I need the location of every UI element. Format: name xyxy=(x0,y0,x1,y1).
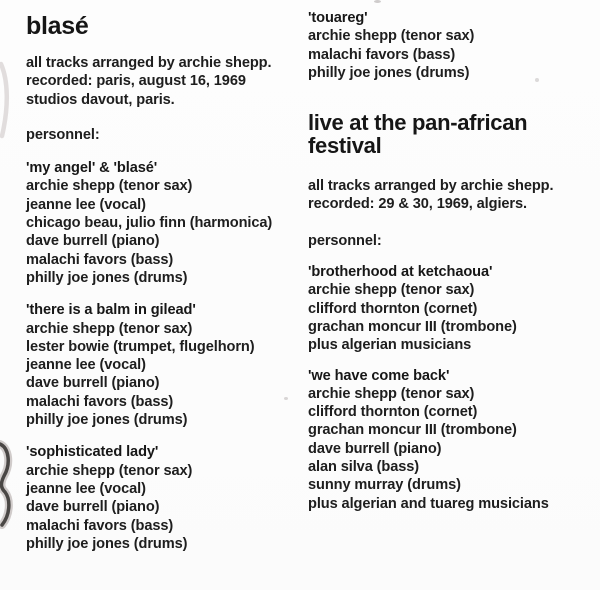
musician-line: alan silva (bass) xyxy=(308,459,420,476)
track-title: 'we have come back' xyxy=(308,367,450,384)
scan-artifact-edge-smudge xyxy=(0,58,13,143)
track-block-my-angel xyxy=(26,159,304,287)
track-title: 'there is a balm in gilead' xyxy=(26,302,196,319)
musician-line: clifford thornton (cornet) xyxy=(308,300,478,317)
track-block-balm-in-gilead xyxy=(26,301,304,429)
personnel-label: personnel: xyxy=(308,232,382,249)
credits-line: studios davout, paris. xyxy=(26,91,175,108)
musician-line: lester bowie (trumpet, flugelhorn) xyxy=(26,338,255,355)
musician-line: malachi favors (bass) xyxy=(308,46,456,63)
credits-line: recorded: 29 & 30, 1969, algiers. xyxy=(308,196,527,213)
musician-line: philly joe jones (drums) xyxy=(26,269,188,286)
album-title-line: live at the pan-african xyxy=(308,110,528,136)
musician-line: archie shepp (tenor sax) xyxy=(308,385,475,402)
musician-line: dave burrell (piano) xyxy=(308,440,442,457)
album-title-line: festival xyxy=(308,132,382,158)
right-column xyxy=(308,9,568,513)
track-title: 'touareg' xyxy=(308,10,368,26)
recording-credits xyxy=(308,177,568,214)
musician-line: plus algerian and tuareg musicians xyxy=(308,495,549,512)
musician-line: jeanne lee (vocal) xyxy=(26,196,146,213)
scan-artifact-edge-mark xyxy=(0,437,16,532)
track-block-we-have-come-back xyxy=(308,367,568,513)
musician-line: sunny murray (drums) xyxy=(308,477,461,494)
credits-line: all tracks arranged by archie shepp. xyxy=(308,178,554,195)
musician-line: jeanne lee (vocal) xyxy=(26,480,146,497)
track-block-sophisticated-lady xyxy=(26,443,304,553)
personnel-label: personnel: xyxy=(26,126,100,143)
musician-line: archie shepp (tenor sax) xyxy=(308,28,475,45)
track-block-touareg xyxy=(308,9,568,82)
musician-line: philly joe jones (drums) xyxy=(26,535,188,552)
musician-line: malachi favors (bass) xyxy=(26,393,174,410)
musician-line: grachan moncur III (trombone) xyxy=(308,318,517,335)
musician-line: jeanne lee (vocal) xyxy=(26,357,146,374)
musician-line: philly joe jones (drums) xyxy=(308,64,470,81)
musician-line: grachan moncur III (trombone) xyxy=(308,422,517,439)
track-title: 'sophisticated lady' xyxy=(26,444,159,461)
musician-line: philly joe jones (drums) xyxy=(26,412,188,429)
musician-line: dave burrell (piano) xyxy=(26,499,160,516)
recording-credits xyxy=(26,54,304,109)
credits-line: all tracks arranged by archie shepp. xyxy=(26,55,272,71)
musician-line: archie shepp (tenor sax) xyxy=(26,462,193,479)
musician-line: archie shepp (tenor sax) xyxy=(308,282,475,299)
album-title-pan-african-festival xyxy=(308,112,568,157)
musician-line: clifford thornton (cornet) xyxy=(308,404,478,421)
musician-line: dave burrell (piano) xyxy=(26,375,160,392)
track-title: 'my angel' & 'blasé' xyxy=(26,160,158,177)
musician-line: archie shepp (tenor sax) xyxy=(26,178,193,195)
scan-speck xyxy=(374,0,381,3)
musician-line: dave burrell (piano) xyxy=(26,233,160,250)
credits-line: recorded: paris, august 16, 1969 xyxy=(26,73,246,90)
musician-line: malachi favors (bass) xyxy=(26,517,174,534)
musician-line: archie shepp (tenor sax) xyxy=(26,320,193,337)
track-block-brotherhood xyxy=(308,263,568,354)
left-column xyxy=(26,13,304,553)
musician-line: plus algerian musicians xyxy=(308,337,472,354)
musician-line: malachi favors (bass) xyxy=(26,251,174,268)
album-title-blase: blasé xyxy=(26,12,89,40)
musician-line: chicago beau, julio finn (harmonica) xyxy=(26,215,273,232)
track-title: 'brotherhood at ketchaoua' xyxy=(308,264,493,281)
